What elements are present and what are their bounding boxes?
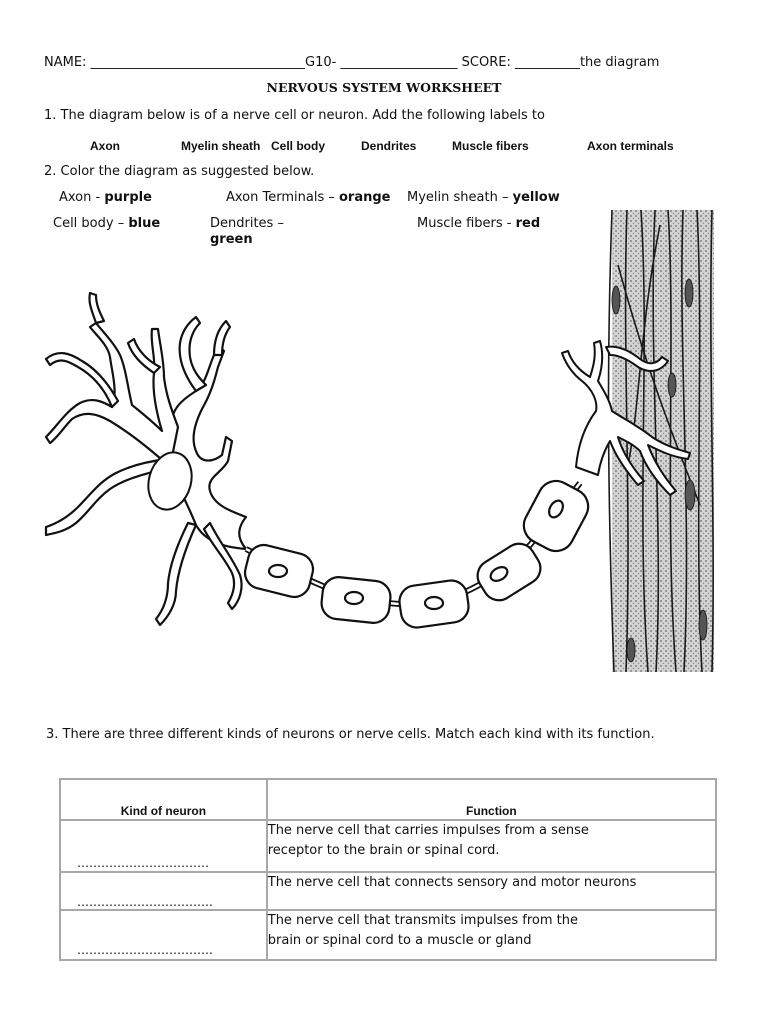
color-name: orange (339, 190, 391, 205)
color-name: blue (128, 216, 161, 231)
color-axon: Axon - purple (59, 190, 152, 205)
color-name: yellow (512, 190, 560, 205)
cell-body-and-dendrites (46, 293, 246, 625)
question-1-number: 1. (44, 108, 57, 123)
kind-answer-blank[interactable]: ……………………………. (60, 910, 267, 960)
function-cell: The nerve cell that connects sensory and motor neurons (267, 872, 716, 910)
name-score-line: NAME: _________________________________G10- __________________ SCORE: __________the diagram (44, 55, 660, 70)
label-axon: Axon (90, 139, 120, 153)
question-3: 3. There are three different kinds of neurons or nerve cells. Match each kind with its function. (46, 727, 655, 742)
color-muscle-fibers: Muscle fibers - red (417, 216, 541, 231)
color-name: red (515, 216, 541, 231)
header-kind-of-neuron: Kind of neuron (60, 779, 267, 820)
color-myelin-sheath: Myelin sheath – yellow (407, 190, 560, 205)
neuron-matching-table (59, 778, 717, 961)
axon-myelin-sheath (242, 475, 595, 630)
color-name: green (210, 232, 253, 247)
worksheet-title: NERVOUS SYSTEM WORKSHEET (266, 80, 502, 95)
function-cell: The nerve cell that transmits impulses from the brain or spinal cord to a muscle or gland (267, 910, 716, 960)
label-muscle-fibers: Muscle fibers (452, 139, 529, 153)
label-dendrites: Dendrites (361, 139, 417, 153)
kind-answer-blank[interactable]: ……………………………. (60, 872, 267, 910)
neuron-diagram (0, 205, 768, 705)
label-cell-body: Cell body (271, 139, 326, 153)
color-axon-terminals: Axon Terminals – orange (226, 190, 391, 205)
color-dendrites: Dendrites – green (210, 216, 284, 247)
table-row (60, 910, 716, 960)
question-2-number: 2. (44, 164, 57, 179)
question-2 (44, 164, 314, 179)
question-1 (44, 108, 545, 123)
table-header-row (60, 779, 716, 820)
label-myelin-sheath: Myelin sheath (181, 139, 261, 153)
color-name: purple (104, 190, 152, 205)
function-cell: The nerve cell that carries impulses from a sense receptor to the brain or spinal cord. (267, 820, 716, 872)
question-2-text: Color the diagram as suggested below. (60, 164, 315, 179)
table-row (60, 872, 716, 910)
header-function: Function (267, 779, 716, 820)
color-cell-body: Cell body – blue (53, 216, 161, 231)
label-axon-terminals: Axon terminals (587, 139, 674, 153)
table-row (60, 820, 716, 872)
question-1-text: The diagram below is of a nerve cell or neuron. Add the following labels to (60, 108, 545, 123)
kind-answer-blank[interactable]: …………………………… (60, 820, 267, 872)
